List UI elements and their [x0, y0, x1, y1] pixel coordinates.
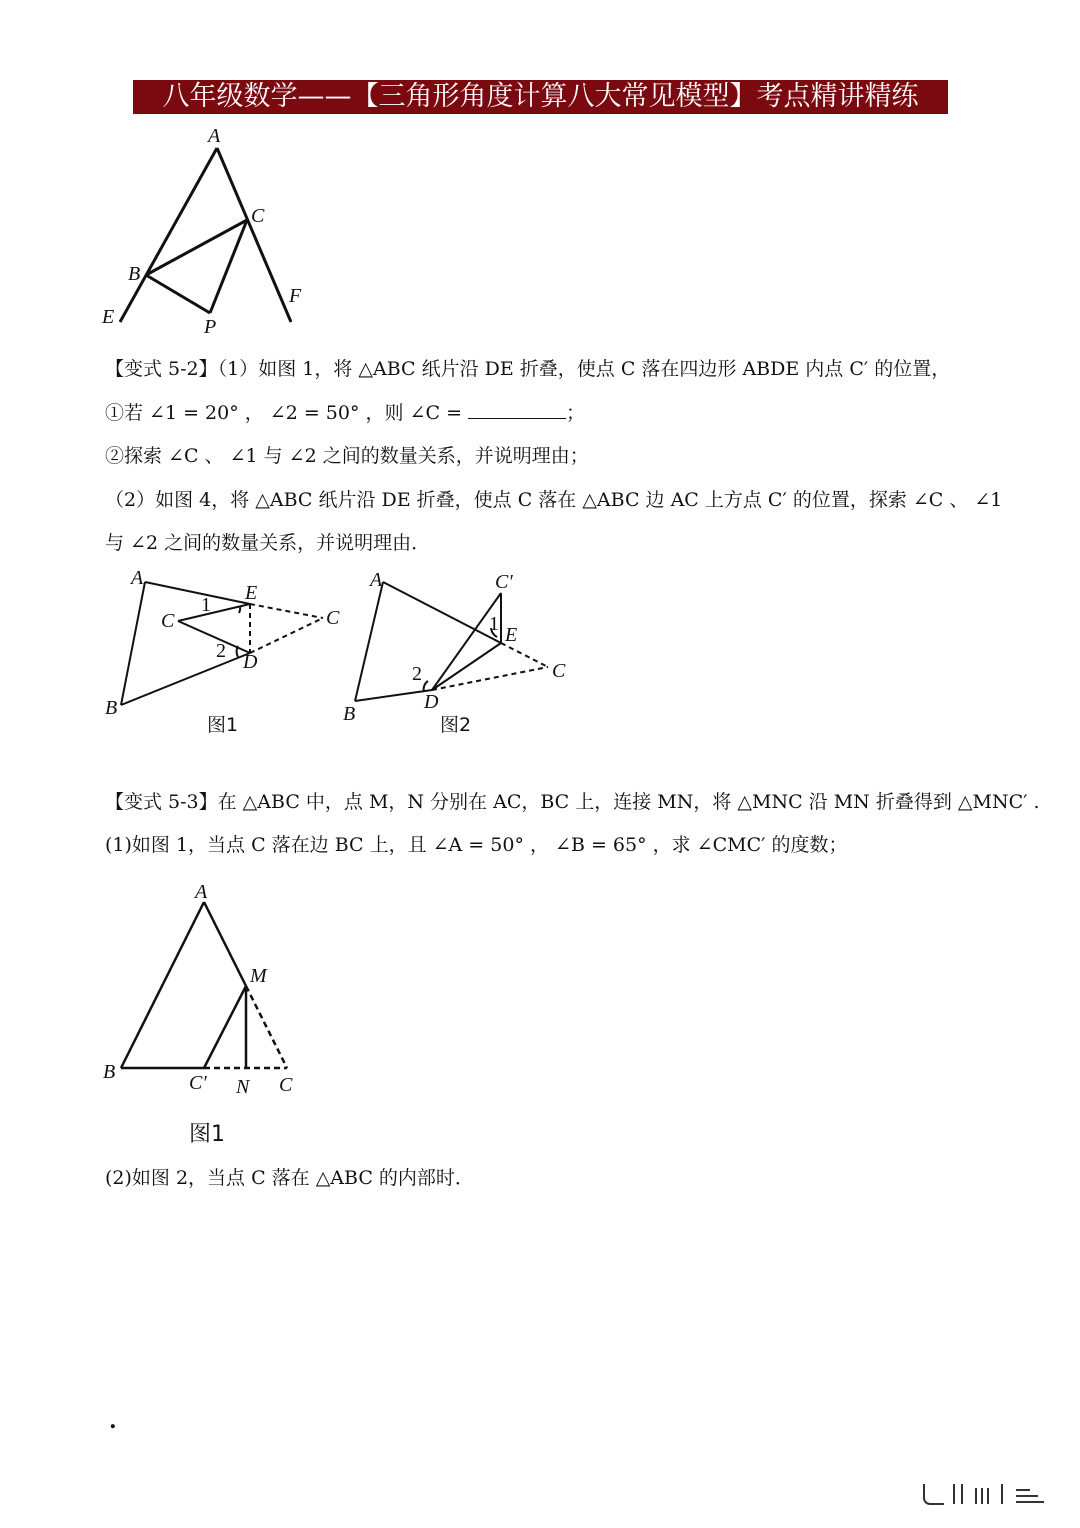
label-F: F — [289, 285, 302, 307]
fig1-label-1: 1 — [201, 594, 211, 616]
fig1-label-C-folded: C — [161, 610, 175, 632]
label-P: P — [204, 316, 217, 338]
fig1-label-C: C — [326, 607, 340, 629]
fig1-label-B: B — [105, 697, 118, 719]
fig1-label-D: D — [243, 651, 258, 673]
fig2-label-C: C — [552, 660, 566, 682]
q52-line3: ②探索 ∠C 、 ∠1 与 ∠2 之间的数量关系，并说明理由； — [105, 445, 589, 467]
q53-label-A: A — [195, 881, 208, 903]
fig2-caption: 图2 — [440, 714, 472, 736]
expand-icon[interactable] — [920, 1480, 1060, 1508]
label-E: E — [102, 306, 115, 328]
q52-line5: 与 ∠2 之间的数量关系，并说明理由． — [105, 532, 431, 554]
q53-label-B: B — [103, 1061, 116, 1083]
q52-line2: ①若 ∠1 = 20° ， ∠2 = 50° ，则 ∠C = ； — [105, 402, 586, 424]
q52-line1: 【变式 5-2】（1）如图 1，将 △ABC 纸片沿 DE 折叠，使点 C 落在四边形 ABDE 内点 C′ 的位置， — [105, 358, 951, 380]
page-title: 八年级数学——【三角形角度计算八大常见模型】考点精讲精练 — [133, 80, 948, 114]
label-B: B — [128, 263, 141, 285]
q53-label-C-prime: C′ — [189, 1072, 207, 1094]
label-C: C — [251, 205, 265, 227]
fig2-label-D: D — [424, 691, 439, 713]
q53-line2: (1)如图 1，当点 C 落在边 BC 上，且 ∠A = 50° ， ∠B = 65° ，求 ∠CMC′ 的度数； — [105, 834, 848, 856]
label-A: A — [208, 125, 221, 147]
fig1-caption: 图1 — [207, 714, 239, 736]
fig2-label-2: 2 — [412, 663, 422, 685]
fig1-label-A: A — [131, 567, 144, 589]
q53-label-N: N — [236, 1076, 250, 1098]
fig2-label-E: E — [505, 624, 518, 646]
q52-line4: （2）如图 4，将 △ABC 纸片沿 DE 折叠，使点 C 落在 △ABC 边 AC 上方点 C′ 的位置，探索 ∠C 、 ∠1 — [105, 489, 1003, 511]
q53-line1: 【变式 5-3】在 △ABC 中，点 M，N 分别在 AC，BC 上，连接 MN，将 △MNC 沿 MN 折叠得到 △MNC′ . — [105, 791, 1040, 813]
q53-caption: 图1 — [189, 1122, 225, 1147]
fig1-label-E: E — [245, 582, 258, 604]
fig1-label-2: 2 — [216, 640, 226, 662]
q53-line3: (2)如图 2，当点 C 落在 △ABC 的内部时． — [105, 1167, 474, 1189]
fig2-label-A: A — [370, 569, 383, 591]
fig2-label-B: B — [343, 703, 356, 725]
q53-label-M: M — [250, 965, 267, 987]
fig2-label-1: 1 — [489, 613, 499, 635]
footer-dot: . — [109, 1408, 117, 1434]
fig2-label-C-prime: C′ — [495, 571, 513, 593]
q53-label-C: C — [279, 1074, 293, 1096]
